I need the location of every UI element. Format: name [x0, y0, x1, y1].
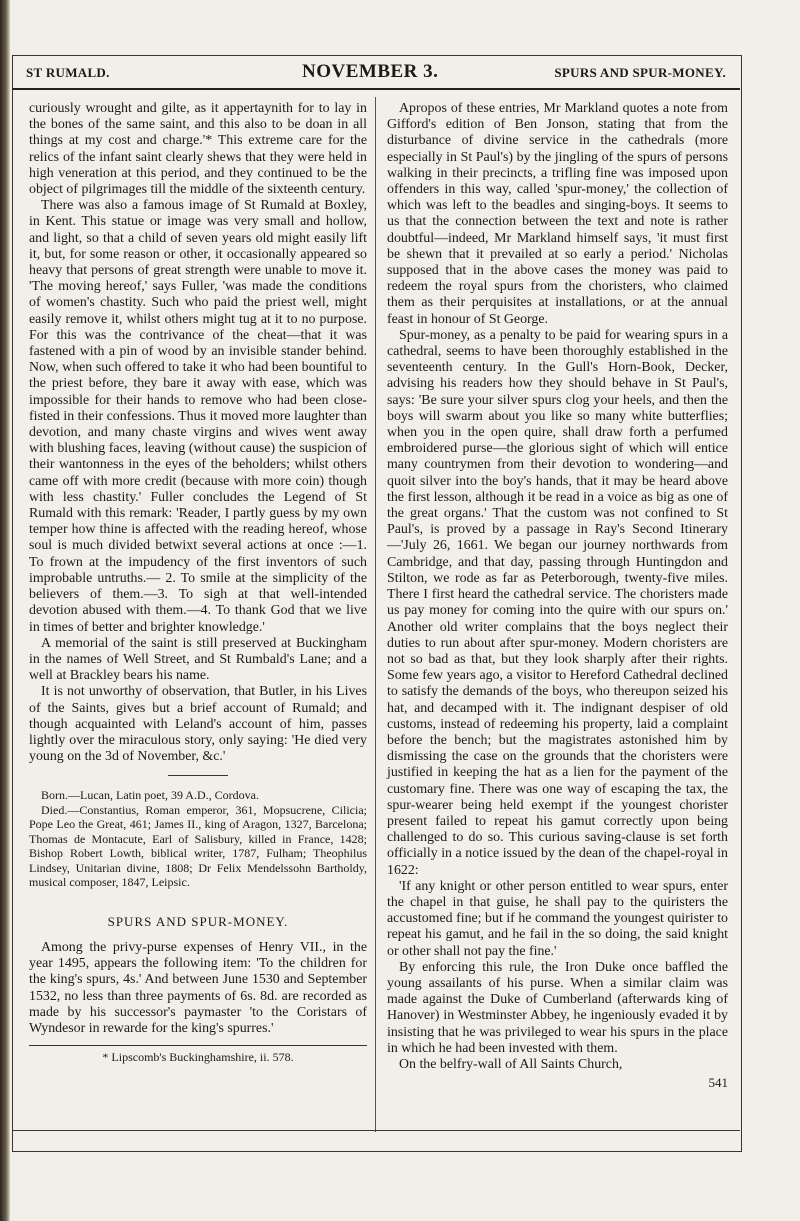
book-binding-edge — [0, 0, 10, 1221]
header-right: SPURS AND SPUR-MONEY. — [554, 65, 726, 80]
paragraph: Apropos of these entries, Mr Markland quotes a note from Gifford's edition of Ben Jonson, stating that from the disturbance of divine service in the cathedrals (more especially in St Paul's) by the jingling of the spurs of persons walking in their precincts, a trifling fine was imposed upon offenders in this way, called 'spur-money,' the collection of which was left to the beadles and singing-boys. It seems to us that the connection between the text and note is rather doubtful—indeed, Mr Markland himself says, 'it must first be shewn that it prevailed at so early a period.' Nicholas supposed that in the above cases the money was paid to redeem the royal spurs from the choristers, who claimed them as their perquisites at installations, or at the annual feast in honour of St George. — [387, 101, 728, 327]
paragraph: Among the privy-purse expenses of Henry VII., in the year 1495, appears the following item: 'To the children for the king's spurs, 4s.' And between June 1530 and September 1532, no less than three payments of 6s. 8d. are recorded as made by his successor's paymaster 'to the Coristars of Wyndesor in rewarde for the king's spurres.' — [29, 940, 367, 1037]
paragraph: curiously wrought and gilte, as it appertaynith for to lay in the bones of the same saint, and this also to be doan in all things at my cost and charge.'* This extreme care for the relics of the infant saint clearly shews that they were held in high veneration at this period, and they continued to be the object of pilgrimages till the middle of the sixteenth century. — [29, 101, 367, 198]
footnote: * Lipscomb's Buckinghamshire, ii. 578. — [102, 1050, 294, 1065]
paragraph: It is not unworthy of observation, that Butler, in his Lives of the Saints, gives but a brief account of Rumald; and though acquainted with Leland's account of him, passes lightly over the miraculous story, only saying: 'He died very young on the 3d of November, &c.' — [29, 684, 367, 765]
bottom-rule — [12, 1130, 740, 1131]
born-entry: Born.—Lucan, Latin poet, 39 A.D., Cordova. — [41, 788, 259, 803]
paragraph: Spur-money, as a penalty to be paid for wearing spurs in a cathedral, seems to have been thoroughly established in the seventeenth century. In the Gull's Horn-Book, Decker, advising his readers how they should behave in St Paul's, says: 'Be sure your silver spurs clog your heels, and then the boys will swarm about you like so many white butterflies; when you in the open quire, shall draw forth a perfumed embroidered purse—the glorious sight of which will entice many countrymen from their devotion to wondering—and quoit silver into the boy's hands, that it may be heard above the first lesson, although it be read in a voice as big as one of the great organs.' That the custom was not confined to St Paul's, is proved by a passage in Ray's Second Itinerary—'July 26, 1661. We began our journey northwards from Cambridge, and that day, passing through Huntingdon and Stilton, we rode as far as Peterborough, twenty-five miles. There I first heard the cathedral service. The choristers made us pay money for coming into the quire with our spurs on.' Another old writer complains that the boys neglect their duties to run about after spur-money. Modern choristers are not so bad as that, but they look sharply after their rights. Some few years ago, a visitor to Hereford Cathedral declined to satisfy the demands of the boys, who thereupon seized his hat, and decamped with it. The indignant despiser of old customs, instead of redeeming his property, laid a complaint before the bench; but the magistrates astonished him by dismissing the case on the grounds that the choristers were justified in keeping the hat as a lien for the payment of the customary fine. There was one way of escaping the tax, the spur-wearer being held exempt if the youngest chorister present failed to repeat his gamut correctly upon being challenged to do so. This curious saving-clause is set forth officially in a notice issued by the dean of the chapel-royal in 1622: — [387, 327, 728, 878]
running-header — [12, 55, 740, 90]
paragraph: There was also a famous image of St Rumald at Boxley, in Kent. This statue or image was very small and hollow, and light, so that a child of seven years old might easily lift it, but, for some reason or other, it occasionally appeared so heavy that persons of great strength were unable to move it. 'The moving hereof,' says Fuller, 'was made the conditions of women's chastity. Such who paid the priest well, might easily remove it, whilst others might tug at it to no purpose. For this was the contrivance of the cheat—that it was fastened with a pin of wood by an invisible stander behind. Now, when such offered to take it who had been bountiful to the priest before, they bare it away with ease, which was impossible for their hands to remove who had been close-fisted in their confessions. Thus it moved more laughter than devotion, and many chaste virgins and wives went away with blushing faces, leaving (without cause) the suspicion of their wantonness in the eyes of the beholders; whilst others came off with more credit (because with more coin) though with less chastity.' Fuller concludes the Legend of St Rumald with this remark: 'Reader, I partly guess by my own temper how thine is affected with the reading hereof, whose soul is much divided betwixt several actions at once :—1. To frown at the impudency of the first inventors of such improbable untruths.— 2. To smile at the simplicity of the believers of them.—3. To sigh at that well-intended devotion abused with them.—4. To thank God that we live in times of better and brighter knowledge.' — [29, 198, 367, 635]
column-divider — [375, 97, 376, 1132]
paragraph: By enforcing this rule, the Iron Duke once baffled the young assailants of his purse. When a similar claim was made against the Duke of Cumberland (afterwards king of Hanover) in Westminster Abbey, he ingeniously evaded it by insisting that he was privileged to wear his spurs in the place in which he had been invested with them. — [387, 959, 728, 1056]
header-left: ST RUMALD. — [26, 65, 110, 80]
left-column — [29, 101, 367, 1065]
page-number: 541 — [708, 1075, 728, 1091]
died-entry: Died.—Constantius, Roman emperor, 361, Mopsucrene, Cilicia; Pope Leo the Great, 461; James II., king of Aragon, 1327, Barcelona; Thomas de Montacute, Earl of Salisbury, killed in France, 1428; Bishop Robert Lowth, biblical writer, 1787, Fulham; Theophilus Lindsey, Unitarian divine, 1808; Dr Felix Mendelssohn Bartholdy, musical composer, 1847, Leipsic. — [29, 802, 367, 890]
footnote-rule — [29, 1045, 367, 1046]
paragraph: A memorial of the saint is still preserved at Buckingham in the names of Well Street, and St Rumbald's Lane; and a well at Brackley bears his name. — [29, 635, 367, 684]
right-column — [387, 101, 728, 1091]
section-rule — [168, 775, 228, 776]
section-title: SPURS AND SPUR-MONEY. — [107, 913, 289, 929]
quoted-notice: 'If any knight or other person entitled to wear spurs, enter the chapel in that guise, he shall pay to the quiristers the accustomed fine; but if he command the youngest quirister to repeat his gamut, and he fail in the so doing, the said knight or other shall not pay the fine.' — [387, 878, 728, 959]
paragraph: On the belfry-wall of All Saints Church, — [399, 1056, 623, 1072]
header-date: NOVEMBER 3. — [302, 61, 439, 82]
